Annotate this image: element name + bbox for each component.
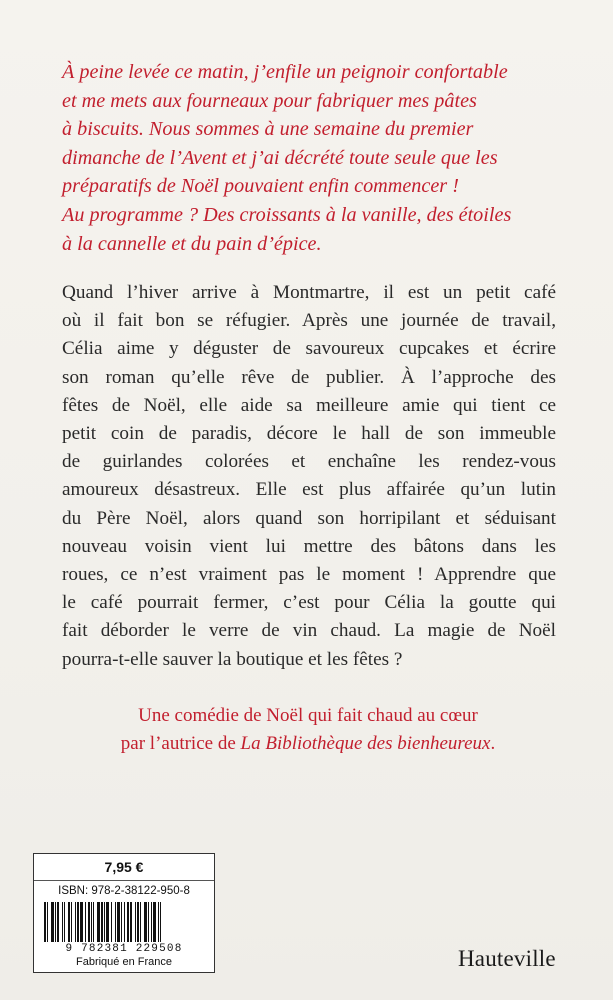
barcode-digits: 9 782381 229508 xyxy=(65,943,183,955)
isbn-label: ISBN: 978-2-38122-950-8 xyxy=(58,885,190,897)
barcode-icon xyxy=(44,902,204,942)
tagline-prefix: par l’autrice de xyxy=(120,733,241,754)
intro-line: dimanche de l’Avent et j’ai décrété toute seule que les xyxy=(62,146,498,169)
blurb-line: son roman qu’elle rêve de publier. À l’approche des xyxy=(62,366,556,388)
blurb-line: pourra-t-elle sauver la boutique et les fêtes ? xyxy=(62,648,403,670)
blurb-line: Quand l’hiver arrive à Montmartre, il est un petit café xyxy=(62,282,556,303)
blurb-line: nouveau voisin vient lui mettre des bâtons dans les xyxy=(62,535,556,557)
tagline-line-1: Une comédie de Noël qui fait chaud au cœur xyxy=(138,705,478,726)
made-in-label: Fabriqué en France xyxy=(76,956,172,968)
blurb-line: fait déborder le verre de vin chaud. La magie de Noël xyxy=(62,620,556,642)
intro-excerpt xyxy=(62,58,562,258)
tagline xyxy=(40,702,576,758)
intro-line: Au programme ? Des croissants à la vanille, des étoiles xyxy=(62,203,512,226)
barcode-box xyxy=(33,853,215,973)
price-label: 7,95 € xyxy=(104,859,144,875)
blurb-line: de guirlandes colorées et enchaîne les rendez-vous xyxy=(62,451,556,473)
tagline-suffix: . xyxy=(490,733,496,754)
blurb-paragraph xyxy=(62,279,556,674)
book-title: La Bibliothèque des bienheureux xyxy=(240,733,491,754)
blurb-line: où il fait bon se réfugier. Après une journée de travail, xyxy=(62,310,556,332)
intro-line: à biscuits. Nous sommes à une semaine du premier xyxy=(62,118,474,141)
blurb-line: fêtes de Noël, elle aide sa meilleure amie qui tient ce xyxy=(62,394,556,416)
publisher-logo: Hauteville xyxy=(458,946,556,971)
blurb-line: roues, ce n’est vraiment pas le moment ! Apprendre que xyxy=(62,564,556,586)
blurb-line: petit coin de paradis, décore le hall de son immeuble xyxy=(62,423,556,445)
intro-line: à la cannelle et du pain d’épice. xyxy=(62,232,322,255)
intro-line: préparatifs de Noël pouvaient enfin commencer ! xyxy=(62,175,459,198)
blurb-line: amoureux désastreux. Elle est plus affairée qu’un lutin xyxy=(62,479,556,501)
barcode-bar xyxy=(161,902,164,942)
intro-line: À peine levée ce matin, j’enfile un peignoir confortable xyxy=(62,61,508,83)
blurb-line: du Père Noël, alors quand son horripilant et séduisant xyxy=(62,507,556,529)
tagline-line-2 xyxy=(40,730,576,758)
intro-line: et me mets aux fourneaux pour fabriquer mes pâtes xyxy=(62,89,477,112)
blurb-line: Célia aime y déguster de savoureux cupcakes et écrire xyxy=(62,338,556,360)
divider xyxy=(34,880,214,881)
blurb-line: le café pourrait fermer, c’est pour Célia la goutte qui xyxy=(62,592,556,614)
